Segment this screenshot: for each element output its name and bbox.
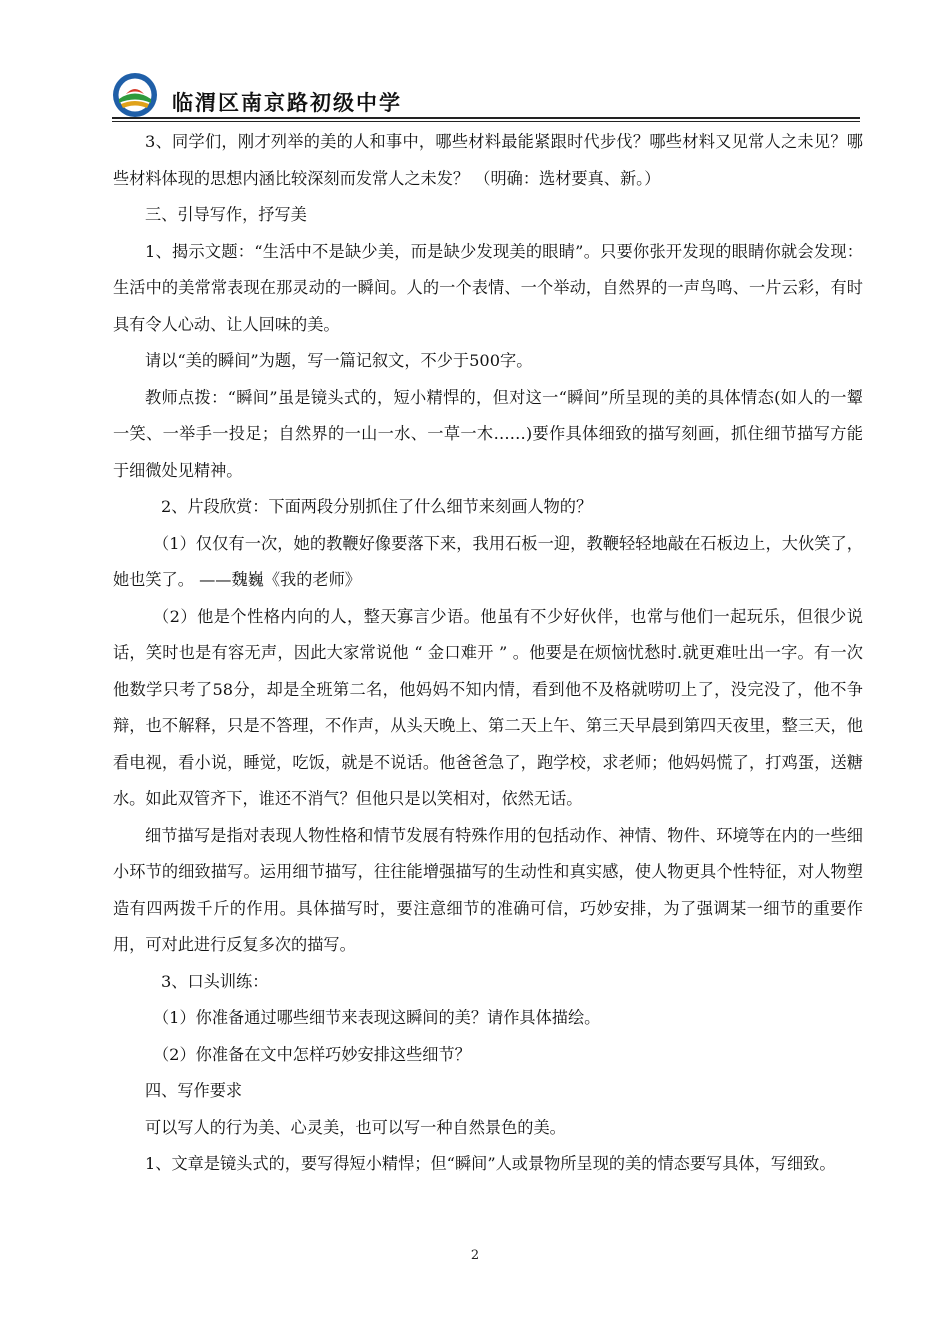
header-rule-thin	[112, 121, 860, 122]
paragraph: 可以写人的行为美、心灵美，也可以写一种自然景色的美。	[145, 1117, 566, 1137]
paragraph: （1）你准备通过哪些细节来表现这瞬间的美？请作具体描绘。	[153, 1008, 601, 1027]
school-emblem-icon	[112, 72, 158, 118]
paragraph: （2）你准备在文中怎样巧妙安排这些细节？	[153, 1044, 471, 1064]
page-number: 2	[470, 1248, 480, 1263]
paragraph: 细节描写是指对表现人物性格和情节发展有特殊作用的包括动作、神情、物件、环境等在内的一些细小环节的细致描写。运用细节描写，往往能增强描写的生动性和真实感，使人物更具个性特征，对人物塑造有四两拨千斤的作用。具体描写时，要注意细节的准确可信，巧妙安排，为了强调某一细节的重要作用，可对此进行反复多次的描写。	[113, 825, 863, 954]
document-body	[113, 124, 863, 1183]
paragraph: 2、片段欣赏：下面两段分别抓住了什么细节来刻画人物的？	[161, 497, 593, 516]
page-header	[112, 72, 860, 118]
paragraph: 教师点拨：“瞬间”虽是镜头式的，短小精悍的，但对这一“瞬间”所呈现的美的具体情态(如人的一颦一笑、一举手一投足；自然界的一山一水、一草一木……)要作具体细致的描写刻画，抓住细节描写方能于细微处见精神。	[113, 387, 863, 480]
paragraph: 3、同学们，刚才列举的美的人和事中，哪些材料最能紧跟时代步伐？哪些材料又见常人之未见？哪些材料体现的思想内涵比较深刻而发常人之未发？ （明确：选材要真、新。）	[113, 132, 863, 188]
paragraph: （2）他是个性格内向的人，整天寡言少语。他虽有不少好伙伴，也常与他们一起玩乐，但很少说话，笑时也是有容无声，因此大家常说他 “ 金口难开 ” 。他要是在烦恼忧愁时.就更难吐出一字。有一次他数学只考了58分，却是全班第二名，他妈妈不知内情，看到他不及格就唠叨上了，没完没了，他不争辩，也不解释，只是不答理，不作声，从头天晚上、第二天上午、第三天早晨到第四天夜里，整三天，他看电视，看小说，睡觉，吃饭，就是不说话。他爸爸急了，跑学校，求老师；他妈妈慌了，打鸡蛋，送糖水。如此双管齐下，谁还不消气？但他只是以笑相对，依然无话。	[113, 606, 863, 808]
paragraph: （1）仅仅有一次，她的教鞭好像要落下来，我用石板一迎，教鞭轻轻地敲在石板边上，大伙笑了，她也笑了。 ——魏巍《我的老师》	[113, 533, 863, 589]
paragraph: 1、文章是镜头式的，要写得短小精悍；但“瞬间”人或景物所呈现的美的情态要写具体，写细致。	[145, 1154, 836, 1173]
paragraph: 1、揭示文题：“生活中不是缺少美，而是缺少发现美的眼睛”。只要你张开发现的眼睛你就会发现：生活中的美常常表现在那灵动的一瞬间。人的一个表情、一个举动，自然界的一声鸟鸣、一片云彩，有时具有令人心动、让人回味的美。	[113, 241, 863, 334]
section-heading: 四、写作要求	[145, 1081, 243, 1100]
header-rule	[112, 117, 860, 119]
paragraph: 请以“美的瞬间”为题，写一篇记叙文，不少于500字。	[145, 351, 533, 370]
paragraph: 3、口头训练：	[161, 971, 269, 991]
school-name: 临渭区南京路初级中学	[172, 91, 402, 115]
section-heading: 三、引导写作，抒写美	[145, 205, 307, 224]
